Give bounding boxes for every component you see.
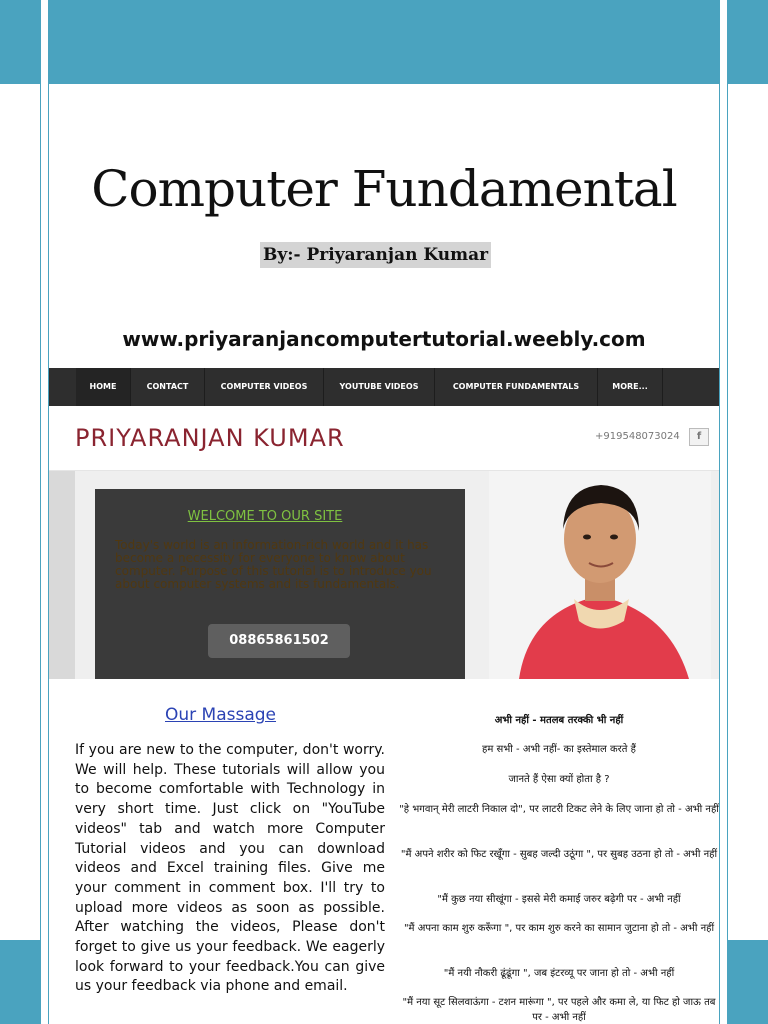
frame-line	[40, 0, 41, 1024]
nav-bar	[49, 368, 719, 406]
hindi-line: "मैं अपना काम शुरु करूँगा ", पर काम शुरु करने का सामान जुटाना हो तो - अभी नहीं	[403, 923, 715, 934]
corner-decoration-bottom-left	[0, 940, 40, 1024]
corner-decoration-top-left	[0, 0, 40, 84]
website-url: www.priyaranjancomputertutorial.weebly.com	[122, 327, 646, 351]
hindi-line: अभी नहीं - मतलब तरक्की भी नहीं	[494, 715, 624, 726]
phone-button[interactable]: 08865861502	[208, 624, 350, 658]
profile-photo	[489, 471, 711, 679]
hero-side-strip	[49, 471, 75, 679]
hindi-line: "मैं अपने शरीर को फिट रखूँगा - सुबह जल्दी उठूंगा ", पर सुबह उठना हो तो - अभी नहीं	[400, 849, 718, 860]
website-screenshot	[49, 368, 719, 1024]
hindi-line: "मैं नयी नौकरी ढूंढूंगा ", जब इंटरव्यू पर जाना हो तो - अभी नहीं	[443, 968, 675, 979]
frame-line	[727, 0, 728, 1024]
nav-item-more[interactable]: MORE...	[598, 368, 663, 406]
nav-item-contact[interactable]: CONTACT	[131, 368, 205, 406]
hindi-line: जानते हैं ऐसा क्यों होता है ?	[508, 774, 610, 785]
message-section	[49, 679, 399, 1024]
site-header	[49, 406, 719, 471]
message-title[interactable]: Our Massage	[165, 705, 277, 725]
header-band	[49, 0, 719, 84]
welcome-title: WELCOME TO OUR SITE	[187, 509, 343, 524]
author-byline: By:- Priyaranjan Kumar	[260, 242, 491, 268]
hindi-line: हम सभी - अभी नहीं- का इस्तेमाल करते हैं	[482, 744, 636, 755]
document-title: Computer Fundamental	[91, 160, 677, 218]
header-phone: +919548073024	[595, 431, 680, 442]
nav-item-home[interactable]: HOME	[76, 368, 131, 406]
hindi-line: "हे भगवान् मेरी लाटरी निकाल दो", पर लाटरी टिकट लेने के लिए जाना हो तो - अभी नहीं	[399, 804, 719, 815]
nav-item-computer-videos[interactable]: COMPUTER VIDEOS	[205, 368, 324, 406]
welcome-text: Today's world is an information-rich world and it has become a necessity for everyone to know about computer. Purpose of this tutorial is to introduce you about computer systems and its fundamentals.	[115, 538, 432, 591]
welcome-box	[95, 489, 465, 679]
site-brand[interactable]: PRIYARANJAN KUMAR	[75, 424, 345, 452]
hindi-line: "मैं नया सूट सिलवाऊंगा - टशन मारूंगा ", पर पहले और कमा ले, या फिट हो जाऊ तब पर - अभी नहीं	[402, 997, 716, 1023]
corner-decoration-bottom-right	[728, 940, 768, 1024]
nav-item-youtube-videos[interactable]: YOUTUBE VIDEOS	[324, 368, 435, 406]
facebook-icon[interactable]: f	[689, 428, 709, 446]
hindi-quotes	[399, 679, 719, 1024]
hindi-line: "मैं कुछ नया सीखूंगा - इससे मेरी कमाई जरुर बढ़ेगी पर - अभी नहीं	[437, 894, 681, 905]
hero-section	[49, 471, 719, 679]
corner-decoration-top-right	[728, 0, 768, 84]
frame-line	[719, 0, 720, 1024]
nav-item-computer-fundamentals[interactable]: COMPUTER FUNDAMENTALS	[435, 368, 598, 406]
message-body: If you are new to the computer, don't worry. We will help. These tutorials will allow you to become comfortable with Technology in very short time. Just click on "YouTube videos" tab and watch more Computer Tutorial videos and you can download videos and Excel training files. Give me your comment in comment box. I'll try to upload more videos as soon as possible. After watching the videos, Please don't forget to give us your feedback. We eagerly look forward to your feedback.You can give us your feedback via phone and email.	[75, 742, 385, 995]
